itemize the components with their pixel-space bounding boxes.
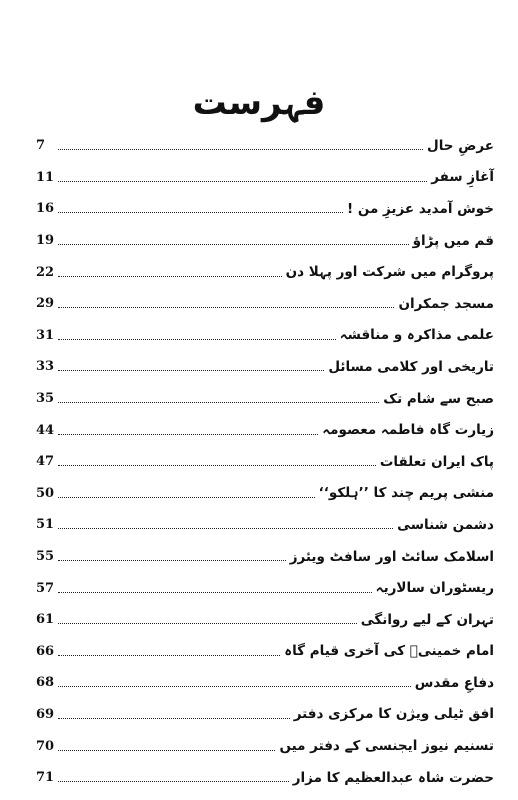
dot-leader [58, 276, 282, 277]
toc-page-number: 55 [36, 549, 55, 565]
toc-entry-title: آغازِ سفر [431, 169, 494, 186]
toc-page-number: 19 [36, 233, 55, 249]
dot-leader [58, 212, 343, 213]
toc-entry [36, 162, 494, 194]
toc-page-number: 71 [36, 770, 55, 786]
dot-leader [58, 339, 336, 340]
toc-page-number: 16 [36, 201, 55, 217]
toc-page-number: 51 [36, 517, 55, 533]
toc-entry [36, 667, 494, 699]
toc-entry [36, 762, 494, 794]
toc-page-number: 47 [36, 454, 55, 470]
toc-entry [36, 699, 494, 731]
toc-page-number: 44 [36, 422, 55, 438]
toc-entry [36, 541, 494, 573]
toc-page-number: 29 [36, 296, 55, 312]
toc-entry-title: دشمن شناسی [397, 516, 494, 533]
toc-entry [36, 225, 494, 257]
dot-leader [58, 149, 423, 150]
dot-leader [58, 781, 289, 782]
toc-entry [36, 193, 494, 225]
dot-leader [58, 560, 286, 561]
toc-entry-title: ریسٹوران سالاریہ [375, 580, 494, 597]
toc-entry-title: مسجد جمکران [398, 295, 494, 312]
dot-leader [58, 592, 372, 593]
toc-entry [36, 478, 494, 510]
toc-entry-title: پاک ایران تعلقات [379, 453, 494, 470]
toc-entry [36, 604, 494, 636]
toc-page-number: 61 [36, 612, 55, 628]
toc-entry [36, 383, 494, 415]
toc-entry-title: پروگرام میں شرکت اور پہلا دن [285, 264, 494, 281]
toc-entry [36, 351, 494, 383]
toc-page-number: 69 [36, 706, 55, 722]
dot-leader [58, 497, 315, 498]
toc-entry [36, 130, 494, 162]
dot-leader [58, 244, 409, 245]
toc-page-number: 7 [36, 138, 46, 154]
dot-leader [58, 465, 376, 466]
toc-page-number: 68 [36, 675, 55, 691]
toc-entry [36, 288, 494, 320]
dot-leader [58, 718, 290, 719]
toc-page-number: 33 [36, 359, 55, 375]
table-of-contents [36, 130, 494, 793]
toc-entry-title: منشی پریم چند کا ’’ہلکو‘‘ [318, 485, 494, 502]
toc-entry-title: افق ٹیلی ویژن کا مرکزی دفتر [293, 706, 494, 723]
toc-entry [36, 509, 494, 541]
dot-leader [58, 181, 427, 182]
toc-entry [36, 636, 494, 668]
toc-entry-title: حضرت شاہ عبدالعظیم کا مزار [292, 769, 494, 786]
toc-entry [36, 730, 494, 762]
dot-leader [58, 623, 357, 624]
toc-page-number: 66 [36, 643, 55, 659]
dot-leader [58, 750, 275, 751]
toc-entry-title: تہران کے لیے روانگی [360, 611, 494, 628]
toc-page-number: 57 [36, 580, 55, 596]
toc-entry [36, 320, 494, 352]
dot-leader [58, 655, 280, 656]
toc-entry-title: امام خمینیؒ کی آخری قیام گاہ [284, 643, 494, 660]
toc-entry [36, 572, 494, 604]
dot-leader [58, 402, 379, 403]
page-title: فہرست [192, 83, 326, 123]
toc-entry-title: زیارت گاہ فاطمہ معصومہ [322, 422, 494, 439]
toc-entry [36, 414, 494, 446]
dot-leader [58, 434, 318, 435]
dot-leader [58, 686, 411, 687]
dot-leader [58, 307, 394, 308]
toc-entry-title: قم میں پڑاؤ [412, 232, 494, 249]
dot-leader [58, 370, 324, 371]
toc-page-number: 22 [36, 264, 55, 280]
toc-entry-title: اسلامک سائٹ اور سافٹ ویئرز [289, 548, 494, 565]
toc-page-number: 50 [36, 485, 55, 501]
dot-leader [58, 528, 393, 529]
toc-entry [36, 256, 494, 288]
toc-entry [36, 446, 494, 478]
toc-entry-title: تاریخی اور کلامی مسائل [328, 358, 494, 375]
toc-page-number: 31 [36, 327, 55, 343]
toc-entry-title: علمی مذاکرہ و مناقشہ [339, 327, 494, 344]
toc-entry-title: تسنیم نیوز ایجنسی کے دفتر میں [279, 738, 494, 755]
toc-entry-title: دفاعِ مقدس [414, 674, 494, 691]
toc-page-number: 70 [36, 738, 55, 754]
toc-entry-title: عرضِ حال [427, 137, 494, 154]
toc-page-number: 35 [36, 391, 55, 407]
toc-entry-title: صبح سے شام تک [383, 390, 494, 407]
toc-entry-title: خوش آمدید عزیزِ من ! [346, 200, 494, 217]
toc-page-number: 11 [36, 169, 55, 185]
